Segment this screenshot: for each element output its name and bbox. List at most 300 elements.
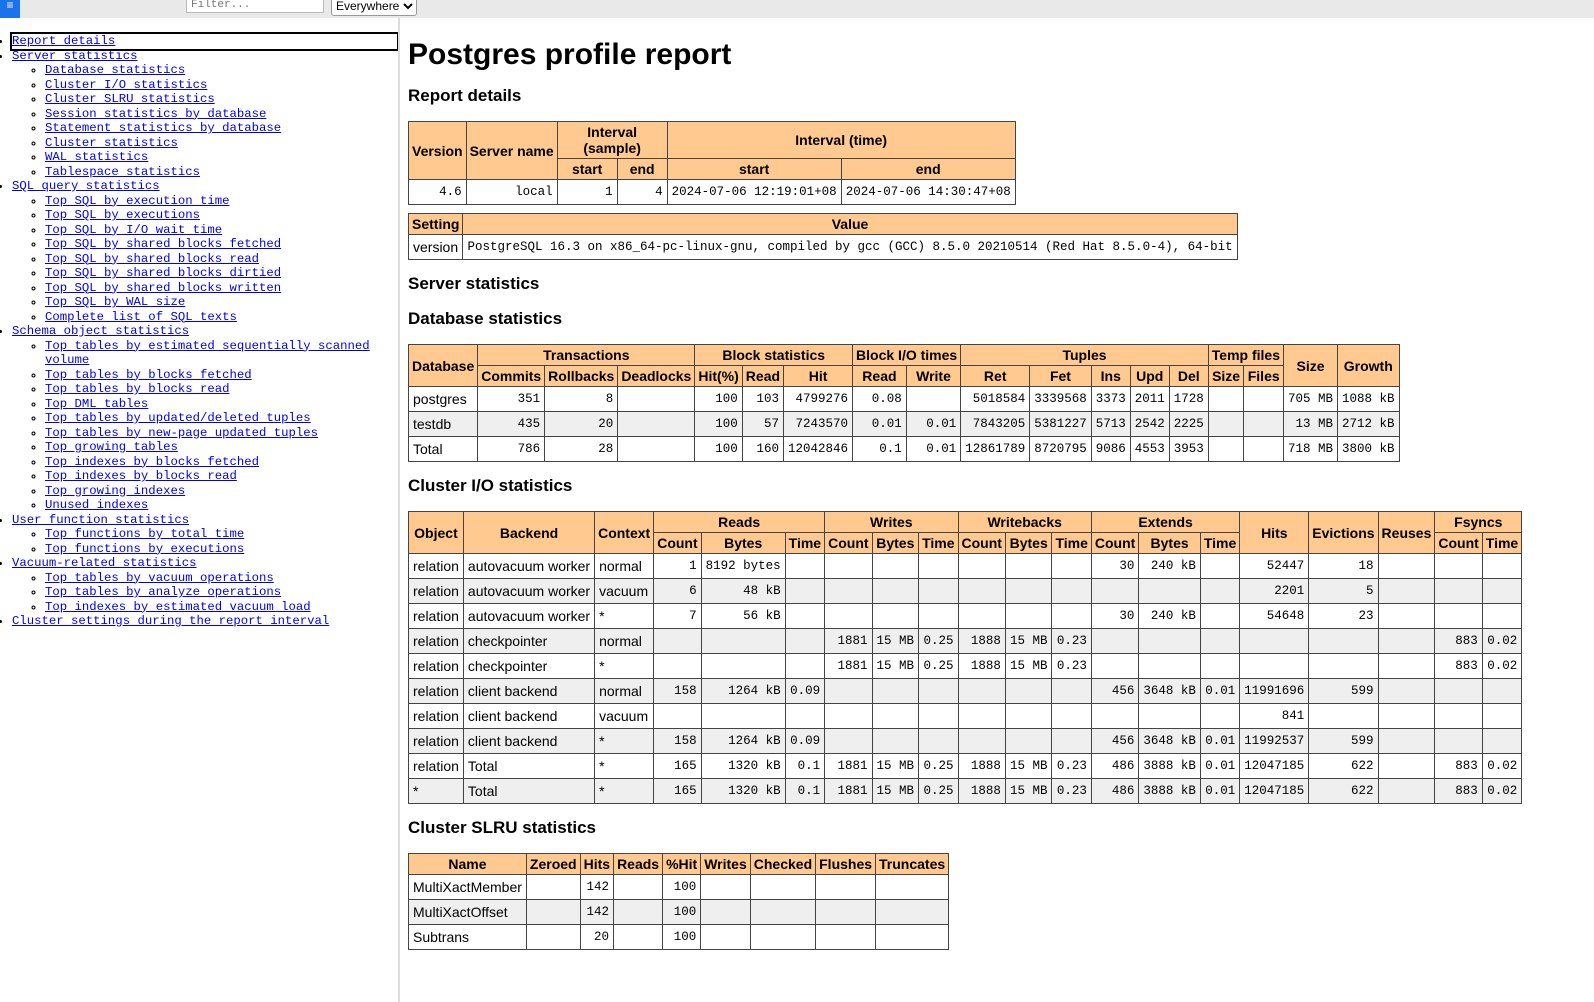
table-cell: 0.25 (919, 629, 958, 654)
table-cell: Subtrans (409, 925, 527, 950)
table-cell (785, 654, 824, 679)
table-cell (1378, 604, 1435, 629)
table-cell (958, 579, 1005, 604)
toc-link[interactable]: Cluster statistics (45, 135, 178, 150)
table-cell: PostgreSQL 16.3 on x86_64-pc-linux-gnu, compiled by gcc (GCC) 8.5.0 20210514 (Red Hat 8.5.0-4), 64-bit (463, 235, 1237, 260)
table-cell: 23 (1309, 604, 1378, 629)
table-cell: 0.25 (919, 754, 958, 779)
table-cell: 12047185 (1240, 754, 1309, 779)
col-header: Setting (409, 214, 463, 235)
col-subheader: Time (1200, 533, 1239, 554)
col-header: Checked (750, 854, 815, 875)
table-cell: * (595, 729, 654, 754)
col-subheader: Count (825, 533, 872, 554)
table-cell: 0.02 (1482, 779, 1521, 804)
col-subheader: Upd (1130, 366, 1169, 387)
table-cell (1435, 579, 1482, 604)
table-cell: 883 (1435, 754, 1482, 779)
table-cell (614, 925, 663, 950)
col-header: Context (595, 512, 654, 554)
table-row (409, 679, 1522, 704)
toc-sublist (12, 63, 398, 179)
table-cell: 56 kB (701, 604, 785, 629)
toc-subitem (45, 194, 398, 209)
table-cell (1005, 579, 1052, 604)
table-cell (1435, 554, 1482, 579)
toc-link[interactable]: Session statistics by database (45, 106, 267, 121)
table-cell: 5 (1309, 579, 1378, 604)
table-row (409, 729, 1522, 754)
col-subheader: Fet (1030, 366, 1092, 387)
col-header: Temp files (1208, 345, 1283, 366)
table-cell (1482, 729, 1521, 754)
table-cell (1005, 554, 1052, 579)
table-cell (1240, 654, 1309, 679)
report-details-table (408, 121, 1016, 205)
table-cell (1091, 579, 1138, 604)
table-row (409, 387, 1400, 412)
toc-subitem (45, 165, 398, 180)
toc-link[interactable]: Top functions by executions (45, 541, 245, 556)
section-heading-database-statistics: Database statistics (408, 309, 563, 328)
toc-subitem (45, 382, 398, 397)
filter-input[interactable] (186, 0, 324, 13)
toc-subitem (45, 223, 398, 238)
col-subheader: Files (1244, 366, 1284, 387)
toc-link[interactable]: Top tables by analyze operations (45, 585, 282, 599)
table-cell: 100 (663, 925, 701, 950)
table-cell (614, 875, 663, 900)
table-row (409, 604, 1522, 629)
toc-subitem (45, 426, 398, 441)
toc-link[interactable]: Top tables by estimated sequentially scanned volume (45, 338, 370, 367)
table-row (409, 629, 1522, 654)
table-cell: 158 (654, 729, 701, 754)
table-cell: 20 (580, 925, 613, 950)
table-cell: 0.1 (785, 754, 824, 779)
table-cell (750, 900, 815, 925)
toc-item (12, 556, 398, 614)
table-cell (614, 900, 663, 925)
table-cell: 1881 (825, 779, 872, 804)
table-cell: 883 (1435, 629, 1482, 654)
col-subheader: Commits (478, 366, 545, 387)
table-cell: 100 (695, 387, 742, 412)
table-cell: 1888 (958, 654, 1005, 679)
table-cell (701, 900, 751, 925)
table-cell (1052, 704, 1091, 729)
table-cell: Total (463, 779, 594, 804)
table-row (409, 754, 1522, 779)
table-cell (1244, 412, 1284, 437)
toc-item (12, 34, 398, 49)
table-cell (876, 900, 949, 925)
table-row (409, 437, 1400, 462)
table-cell: 1888 (958, 779, 1005, 804)
col-subheader: Ins (1091, 366, 1130, 387)
toc-link-vacuum-related-statistics[interactable]: Vacuum-related statistics (12, 556, 197, 570)
table-cell: 5713 (1091, 412, 1130, 437)
col-header: Hits (1240, 512, 1309, 554)
col-subheader: Ret (961, 366, 1030, 387)
col-header: Interval (time) (667, 122, 1015, 159)
toc-subitem (45, 136, 398, 151)
col-subheader: Time (919, 533, 958, 554)
table-cell (825, 604, 872, 629)
table-cell: 5018584 (961, 387, 1030, 412)
table-cell: 1888 (958, 629, 1005, 654)
col-header: Block I/O times (853, 345, 961, 366)
table-cell (1200, 604, 1239, 629)
table-cell (1091, 654, 1138, 679)
toc-link[interactable]: Top SQL by I/O wait time (45, 222, 223, 237)
toc-link[interactable]: Top SQL by shared blocks written (45, 280, 282, 295)
table-cell: * (595, 779, 654, 804)
table-cell: 30 (1091, 604, 1138, 629)
table-cell: 1728 (1169, 387, 1208, 412)
table-cell (1091, 704, 1138, 729)
table-cell (919, 729, 958, 754)
table-cell (1005, 704, 1052, 729)
table-cell: 15 MB (872, 654, 919, 679)
table-cell: 11992537 (1240, 729, 1309, 754)
toc-link[interactable]: Top tables by vacuum operations (45, 570, 274, 585)
table-cell: 3800 kB (1338, 437, 1400, 462)
table-cell: client backend (463, 704, 594, 729)
col-header: Writebacks (958, 512, 1091, 533)
table-cell: 3648 kB (1139, 679, 1201, 704)
table-cell: 0.01 (906, 437, 960, 462)
col-subheader: Deadlocks (618, 366, 695, 387)
table-cell: local (466, 180, 557, 205)
table-cell: MultiXactMember (409, 875, 527, 900)
table-cell (1435, 679, 1482, 704)
col-header: Backend (463, 512, 594, 554)
table-cell: 15 MB (1005, 654, 1052, 679)
toc-link-server-statistics[interactable]: Server statistics (12, 48, 138, 63)
table-cell: 718 MB (1283, 437, 1337, 462)
table-cell: 103 (742, 387, 783, 412)
table-cell: 841 (1240, 704, 1309, 729)
col-subheader: Del (1169, 366, 1208, 387)
col-header: Zeroed (526, 854, 580, 875)
table-cell (785, 704, 824, 729)
toc-link[interactable]: Top functions by total time (45, 527, 245, 541)
toc-link[interactable]: Top indexes by blocks read (45, 469, 237, 483)
table-cell (1482, 554, 1521, 579)
toc-link[interactable]: Unused indexes (45, 498, 149, 512)
table-cell: 2201 (1240, 579, 1309, 604)
table-cell (1244, 387, 1284, 412)
table-cell: 1264 kB (701, 729, 785, 754)
table-cell: 3888 kB (1139, 754, 1201, 779)
table-cell: 0.02 (1482, 654, 1521, 679)
col-subheader: Bytes (701, 533, 785, 554)
toc-link[interactable]: Top tables by new-page updated tuples (45, 425, 319, 440)
table-cell (906, 387, 960, 412)
table-cell: 15 MB (1005, 629, 1052, 654)
table-cell (876, 875, 949, 900)
menu-icon[interactable]: ≡ (0, 0, 20, 18)
table-cell: 240 kB (1139, 554, 1201, 579)
col-subheader: Read (853, 366, 907, 387)
table-cell (654, 629, 701, 654)
table-cell: 3373 (1091, 387, 1130, 412)
table-cell (1309, 704, 1378, 729)
col-subheader: Bytes (1005, 533, 1052, 554)
top-toolbar (0, 0, 1594, 18)
table-cell (526, 925, 580, 950)
toc-link[interactable]: Complete list of SQL texts (45, 309, 237, 324)
table-cell: version (409, 235, 463, 260)
table-cell (701, 704, 785, 729)
toc-link-report-details[interactable]: Report details (12, 34, 397, 49)
toc-subitem (45, 585, 398, 600)
table-cell: 13 MB (1283, 412, 1337, 437)
table-cell: 1264 kB (701, 679, 785, 704)
table-cell: 100 (695, 437, 742, 462)
table-cell: 0.02 (1482, 629, 1521, 654)
toc-subitem (45, 295, 398, 310)
table-cell: 0.1 (785, 779, 824, 804)
table-cell: 599 (1309, 729, 1378, 754)
toc-link[interactable]: Top growing indexes (45, 483, 186, 498)
toc-link[interactable]: Top SQL by executions (45, 208, 200, 222)
table-row (409, 235, 1238, 260)
col-header: Reads (614, 854, 663, 875)
toc-link[interactable]: Top DML tables (45, 396, 149, 411)
table-row (409, 900, 949, 925)
table-cell (919, 554, 958, 579)
table-cell: 52447 (1240, 554, 1309, 579)
toc-sublist (12, 339, 398, 513)
table-cell: 599 (1309, 679, 1378, 704)
table-cell: 2024-07-06 12:19:01+08 (667, 180, 841, 205)
toc-subitem (45, 571, 398, 586)
table-cell: Total (409, 437, 478, 462)
table-cell: 0.25 (919, 654, 958, 679)
table-cell: 4.6 (409, 180, 467, 205)
table-cell: 0.01 (1200, 779, 1239, 804)
col-header: Name (409, 854, 527, 875)
table-cell: 622 (1309, 779, 1378, 804)
table-cell: 240 kB (1139, 604, 1201, 629)
table-row (409, 554, 1522, 579)
toc-link[interactable]: Top SQL by shared blocks dirtied (45, 266, 282, 280)
table-cell (816, 875, 876, 900)
table-cell (701, 629, 785, 654)
table-cell (1378, 729, 1435, 754)
table-cell: 786 (478, 437, 545, 462)
toc-subitem (45, 411, 398, 426)
col-header: Transactions (478, 345, 695, 366)
table-cell: 8192 bytes (701, 554, 785, 579)
toc-link-schema-object-statistics[interactable]: Schema object statistics (12, 324, 190, 338)
table-cell (701, 875, 751, 900)
table-cell (1200, 579, 1239, 604)
toc-link[interactable]: Top growing tables (45, 440, 178, 454)
table-cell (1378, 679, 1435, 704)
table-cell: 9086 (1091, 437, 1130, 462)
table-cell: 30 (1091, 554, 1138, 579)
toc-subitem (45, 92, 398, 107)
table-cell (1378, 704, 1435, 729)
table-cell (1200, 654, 1239, 679)
table-cell: MultiXactOffset (409, 900, 527, 925)
table-cell: 158 (654, 679, 701, 704)
table-cell (1052, 579, 1091, 604)
table-cell: 3339568 (1030, 387, 1092, 412)
table-cell: 57 (742, 412, 783, 437)
table-cell: relation (409, 654, 464, 679)
table-cell (1309, 654, 1378, 679)
table-cell (958, 679, 1005, 704)
col-header: Reuses (1378, 512, 1435, 554)
table-cell: 165 (654, 779, 701, 804)
toc-link[interactable]: Tablespace statistics (45, 164, 200, 179)
toc-item (12, 49, 398, 180)
table-row (409, 654, 1522, 679)
col-header: Object (409, 512, 464, 554)
toc-subitem (45, 310, 398, 325)
table-cell: 4553 (1130, 437, 1169, 462)
toc-link[interactable]: Cluster SLRU statistics (45, 92, 215, 106)
table-cell (1005, 729, 1052, 754)
toc-link[interactable]: Cluster I/O statistics (45, 77, 208, 92)
table-cell (1378, 629, 1435, 654)
col-subheader: Count (654, 533, 701, 554)
table-cell (825, 554, 872, 579)
col-subheader: start (667, 159, 841, 180)
toc-link-cluster-settings[interactable]: Cluster settings during the report interval (12, 614, 330, 628)
table-cell (1240, 629, 1309, 654)
table-cell: 142 (580, 900, 613, 925)
table-cell (872, 679, 919, 704)
toc-link[interactable]: Top SQL by shared blocks fetched (45, 237, 282, 251)
table-cell: 15 MB (1005, 779, 1052, 804)
table-cell: relation (409, 579, 464, 604)
page-title: Postgres profile report (408, 38, 732, 71)
col-subheader: Time (1482, 533, 1521, 554)
toc-link[interactable]: Top tables by updated/deleted tuples (45, 411, 311, 425)
col-header: Writes (701, 854, 751, 875)
toc-link-user-function-statistics[interactable]: User function statistics (12, 512, 190, 527)
col-header: Server name (466, 122, 557, 180)
table-cell: relation (409, 704, 464, 729)
table-row (409, 579, 1522, 604)
table-cell: 165 (654, 754, 701, 779)
table-cell: vacuum (595, 704, 654, 729)
table-cell (1378, 579, 1435, 604)
toc-link[interactable]: Statement statistics by database (45, 121, 282, 135)
cluster-io-table (408, 511, 1522, 804)
toc-link[interactable]: Top indexes by blocks fetched (45, 454, 260, 469)
table-row (409, 180, 1016, 205)
table-cell: 1 (654, 554, 701, 579)
toc-subitem (45, 440, 398, 455)
table-cell: 2712 kB (1338, 412, 1400, 437)
table-cell: 0.01 (906, 412, 960, 437)
col-header: Interval (sample) (557, 122, 667, 159)
toc-link[interactable]: Top tables by blocks fetched (45, 367, 252, 382)
table-cell (1378, 754, 1435, 779)
table-cell (872, 554, 919, 579)
toc-link[interactable]: Database statistics (45, 63, 186, 77)
toc-subitem (45, 107, 398, 122)
table-cell (1139, 629, 1201, 654)
table-cell: autovacuum worker (463, 554, 594, 579)
toc-subitem (45, 484, 398, 499)
col-subheader: Count (1091, 533, 1138, 554)
table-cell: 0.02 (1482, 754, 1521, 779)
table-cell: 18 (1309, 554, 1378, 579)
table-cell (919, 679, 958, 704)
table-cell: checkpointer (463, 629, 594, 654)
table-cell (919, 579, 958, 604)
table-cell: relation (409, 679, 464, 704)
scope-select[interactable] (331, 0, 417, 16)
toc-subitem (45, 78, 398, 93)
toc-link[interactable]: Top SQL by WAL size (45, 295, 186, 309)
toc-subitem (45, 527, 398, 542)
table-cell: 486 (1091, 779, 1138, 804)
table-cell: 0.09 (785, 679, 824, 704)
table-cell (618, 387, 695, 412)
table-cell (1435, 604, 1482, 629)
table-row (409, 412, 1400, 437)
col-subheader: start (557, 159, 617, 180)
toc-link[interactable]: WAL statistics (45, 150, 149, 164)
toc-subitem (45, 339, 398, 368)
table-cell (785, 604, 824, 629)
toc-sublist (12, 571, 398, 615)
table-cell (872, 729, 919, 754)
table-cell: 20 (545, 412, 618, 437)
col-header: Fsyncs (1435, 512, 1522, 533)
table-cell (816, 900, 876, 925)
table-cell: 7843205 (961, 412, 1030, 437)
table-cell (1208, 387, 1244, 412)
toc-item (12, 324, 398, 513)
toc-subitem (45, 469, 398, 484)
toc-link[interactable]: Top SQL by shared blocks read (45, 251, 260, 266)
col-subheader: Size (1208, 366, 1244, 387)
toc-link[interactable]: Top SQL by execution time (45, 193, 230, 208)
col-subheader: Count (1435, 533, 1482, 554)
table-cell (701, 654, 785, 679)
table-cell (701, 925, 751, 950)
toc-link[interactable]: Top indexes by estimated vacuum load (45, 599, 311, 614)
toc-subitem (45, 498, 398, 513)
table-cell (958, 604, 1005, 629)
table-cell: * (409, 779, 464, 804)
table-cell: 28 (545, 437, 618, 462)
toc-link[interactable]: Top tables by blocks read (45, 382, 230, 396)
table-cell: 0.23 (1052, 654, 1091, 679)
table-cell (1244, 437, 1284, 462)
toc-link-sql-query-statistics[interactable]: SQL query statistics (12, 179, 160, 193)
toc-subitem (45, 455, 398, 470)
table-cell: client backend (463, 729, 594, 754)
table-cell (785, 554, 824, 579)
table-cell: 6 (654, 579, 701, 604)
col-subheader: Hit (784, 366, 853, 387)
table-cell (1005, 604, 1052, 629)
col-header: Truncates (876, 854, 949, 875)
toc-sublist (12, 527, 398, 556)
col-subheader: Bytes (872, 533, 919, 554)
table-cell (1091, 629, 1138, 654)
